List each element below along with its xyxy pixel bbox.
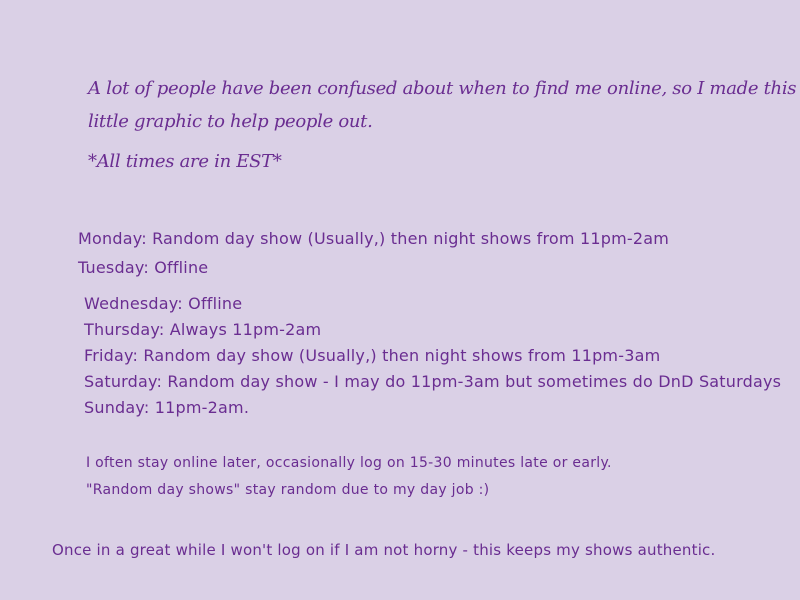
timezone-note: *All times are in EST* bbox=[88, 151, 282, 172]
note-line-1: I often stay online later, occasionally log on 15-30 minutes late or early. bbox=[86, 455, 612, 471]
schedule-day-monday: Monday: Random day show (Usually,) then night shows from 11pm-2am bbox=[78, 229, 670, 248]
footer-note: Once in a great while I won't log on if I am not horny - this keeps my shows authentic. bbox=[52, 541, 716, 559]
weekly-schedule bbox=[78, 224, 781, 421]
schedule-day-tuesday: Tuesday: Offline bbox=[78, 258, 209, 277]
intro-line-1: A lot of people have been confused about when to find me online, so I made this bbox=[88, 78, 797, 99]
intro-text bbox=[88, 72, 796, 178]
extra-notes bbox=[86, 450, 612, 504]
schedule-day-thursday: Thursday: Always 11pm-2am bbox=[84, 320, 322, 339]
schedule-day-sunday: Sunday: 11pm-2am. bbox=[84, 398, 250, 417]
intro-line-2: little graphic to help people out. bbox=[88, 111, 373, 132]
schedule-day-friday: Friday: Random day show (Usually,) then night shows from 11pm-3am bbox=[84, 346, 661, 365]
schedule-day-saturday: Saturday: Random day show - I may do 11pm-3am but sometimes do DnD Saturdays bbox=[84, 372, 782, 391]
note-line-2: "Random day shows" stay random due to my day job :) bbox=[86, 482, 490, 498]
schedule-day-wednesday: Wednesday: Offline bbox=[84, 294, 243, 313]
